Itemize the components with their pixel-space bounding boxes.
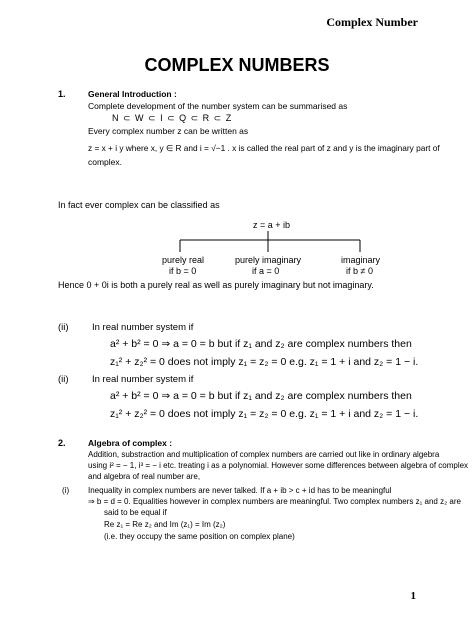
branch-purely-imaginary-condition: if a = 0 xyxy=(252,266,280,276)
section-2-item-line4: Re z₁ = Re z₂ and Im (z₁) = Im (z₂) xyxy=(104,520,226,529)
branch-purely-real-condition: if b = 0 xyxy=(169,266,197,276)
section-1-heading: General Introduction : xyxy=(88,89,177,99)
classification-intro: In fact ever complex can be classified as xyxy=(58,200,220,210)
section-2-item-marker: (i) xyxy=(62,486,70,495)
branch-purely-imaginary-label: purely imaginary xyxy=(235,255,302,265)
item-marker: (ii) xyxy=(58,374,69,385)
item-heading: In real number system if xyxy=(92,322,194,333)
section-2-line3: and algebra of real number are, xyxy=(88,472,201,481)
section-1-line1: Complete development of the number system can be summarised as xyxy=(88,101,348,111)
section-2-line2: using i² = − 1, i³ = − i etc. treating i as a polynomial. However some differences between algebra of complex xyxy=(88,461,469,470)
section-2-item-line1: Inequality in complex numbers are never talked. If a + ib > c + id has to be meaningful xyxy=(88,486,392,495)
hence-statement: Hence 0 + 0i is both a purely real as well as purely imaginary but not imaginary. xyxy=(58,280,374,290)
number-system-chain: N ⊂ W ⊂ I ⊂ Q ⊂ R ⊂ Z xyxy=(112,113,232,123)
item-heading: In real number system if xyxy=(92,374,194,385)
section-1-line2: Every complex number z can be written as xyxy=(88,126,249,136)
section-2-line1: Addition, substraction and multiplication of complex numbers are carried out like in ordinary algebra xyxy=(88,450,440,459)
section-2-item-line5: (i.e. they occupy the same position on complex plane) xyxy=(104,532,295,541)
branch-imaginary-label: imaginary xyxy=(341,255,381,265)
running-header: Complex Number xyxy=(326,15,418,29)
item-equation-2: z₁² + z₂² = 0 does not imply z₁ = z₂ = 0 e.g. z₁ = 1 + i and z₂ = 1 − i. xyxy=(110,408,419,420)
section-2-number: 2. xyxy=(58,438,66,448)
page-title: COMPLEX NUMBERS xyxy=(144,55,330,75)
item-equation-1: a² + b² = 0 ⇒ a = 0 = b but if z₁ and z₂ are complex numbers then xyxy=(110,390,412,402)
section-2-item-line3: said to be equal if xyxy=(104,508,167,517)
formula-continuation: complex. xyxy=(88,157,123,167)
branch-purely-real-label: purely real xyxy=(162,255,205,265)
item-equation-2: z₁² + z₂² = 0 does not imply z₁ = z₂ = 0 e.g. z₁ = 1 + i and z₂ = 1 − i. xyxy=(110,356,419,368)
page-number: 1 xyxy=(410,590,416,602)
section-2-heading: Algebra of complex : xyxy=(88,438,173,448)
item-marker: (ii) xyxy=(58,322,69,333)
section-2-item-line2: ⇒ b = d = 0. Equalities however in complex numbers are meaningful. Two complex numbers z₁ and z₂ are xyxy=(88,497,461,506)
item-equation-1: a² + b² = 0 ⇒ a = 0 = b but if z₁ and z₂ are complex numbers then xyxy=(110,338,412,350)
section-1-number: 1. xyxy=(58,89,66,99)
complex-number-formula: z = x + i y where x, y ∈ R and i = √−1 . x is called the real part of z and y is the imaginary part of xyxy=(88,143,440,153)
branch-imaginary-condition: if b ≠ 0 xyxy=(346,266,373,276)
classification-root: z = a + ib xyxy=(253,220,291,230)
